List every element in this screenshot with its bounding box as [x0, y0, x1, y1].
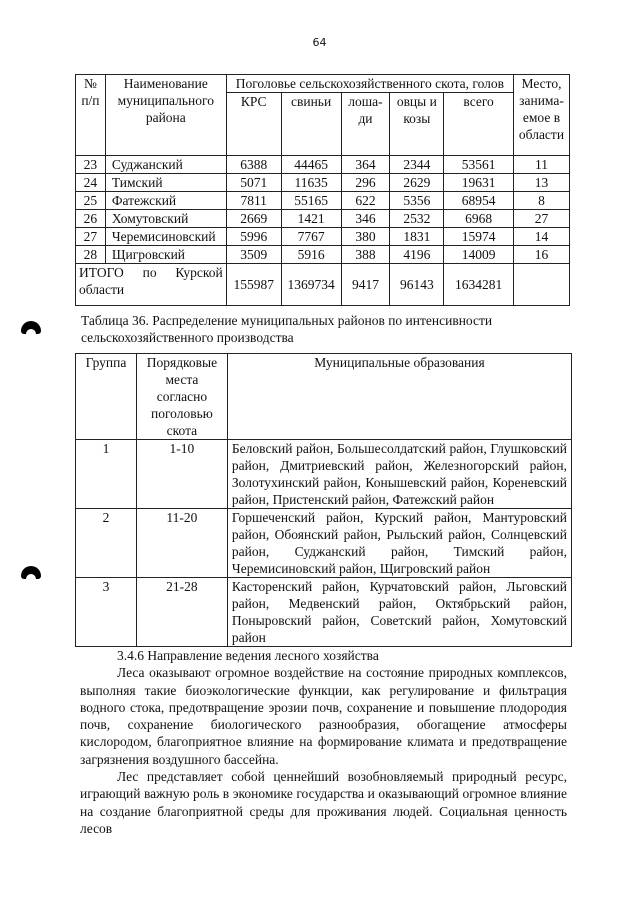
cell-horses: 622: [341, 192, 390, 210]
cell-sheep: 1831: [390, 228, 444, 246]
header-district-name: Наименование муниципального района: [105, 75, 226, 156]
header-num: № п/п: [76, 75, 106, 156]
cell-horses: 388: [341, 246, 390, 264]
cell-name: Черемисиновский: [105, 228, 226, 246]
cell-pigs: 44465: [281, 156, 341, 174]
header-total: всего: [444, 93, 514, 156]
cell-group: 1: [76, 440, 137, 509]
cell-pigs: 55165: [281, 192, 341, 210]
cell-pigs: 5916: [281, 246, 341, 264]
total-row: [76, 264, 570, 306]
total-horses: 9417: [341, 264, 390, 306]
cell-total: 15974: [444, 228, 514, 246]
section-heading: 3.4.6 Направление ведения лесного хозяйства: [117, 648, 379, 663]
page-number: 64: [312, 36, 327, 49]
cell-sheep: 2344: [390, 156, 444, 174]
header-municipalities: Муниципальные образования: [227, 354, 571, 440]
cell-total: 6968: [444, 210, 514, 228]
cell-pigs: 7767: [281, 228, 341, 246]
cell-total: 53561: [444, 156, 514, 174]
cell-municipalities: Беловский район, Большесолдатский район, Глушковский район, Дмитриевский район, Железногорский район, Золотухинский район, Конышевский район, Кореневский район, Пристенский район, Фатежский район: [227, 440, 571, 509]
cell-rank: 27: [514, 210, 570, 228]
cell-name: Суджанский: [105, 156, 226, 174]
cell-total: 68954: [444, 192, 514, 210]
cell-municipalities: Горшеченский район, Курский район, Мантуровский район, Обоянский район, Рыльский район, Солнцевский район, Суджанский район, Тимский район, Черемисиновский район, Щигровский район: [227, 509, 571, 578]
cell-total: 14009: [444, 246, 514, 264]
cell-krs: 6388: [226, 156, 281, 174]
cell-name: Хомутовский: [105, 210, 226, 228]
total-all: 1634281: [444, 264, 514, 306]
cell-krs: 5996: [226, 228, 281, 246]
cell-name: Тимский: [105, 174, 226, 192]
cell-horses: 364: [341, 156, 390, 174]
cell-name: Фатежский: [105, 192, 226, 210]
groups-table: [75, 353, 572, 647]
cell-krs: 5071: [226, 174, 281, 192]
cell-sheep: 5356: [390, 192, 444, 210]
cell-name: Щигровский: [105, 246, 226, 264]
cell-num: 25: [76, 192, 106, 210]
table-row: [76, 210, 570, 228]
cell-rank: 13: [514, 174, 570, 192]
table-row: [76, 228, 570, 246]
cell-num: 27: [76, 228, 106, 246]
cell-group: 2: [76, 509, 137, 578]
table-row: [76, 578, 572, 647]
total-label: ИТОГО по Курской области: [76, 264, 227, 306]
cell-total: 19631: [444, 174, 514, 192]
cell-horses: 346: [341, 210, 390, 228]
header-krs: КРС: [226, 93, 281, 156]
header-rank: Место, занима-емое в области: [514, 75, 570, 156]
cell-num: 24: [76, 174, 106, 192]
livestock-table: [75, 74, 570, 306]
cell-sheep: 2532: [390, 210, 444, 228]
table-row: [76, 440, 572, 509]
paragraph: Лес представляет собой ценнейший возобновляемый природный ресурс, играющий важную роль в экономике государства и оказывающий огромное влияние на создание благоприятной среды для проживания людей. Социальная ценность лесов: [80, 769, 567, 836]
cell-rank: 11: [514, 156, 570, 174]
header-places: Порядковые места согласно поголовью скота: [136, 354, 227, 440]
cell-horses: 380: [341, 228, 390, 246]
forestry-section: [80, 647, 567, 837]
cell-places: 1-10: [136, 440, 227, 509]
header-horses: лоша-ди: [341, 93, 390, 156]
header-pigs: свиньи: [281, 93, 341, 156]
cell-group: 3: [76, 578, 137, 647]
cell-num: 28: [76, 246, 106, 264]
scan-hole-punch-mark: [21, 321, 41, 334]
scan-hole-punch-mark: [21, 566, 41, 579]
header-group: Группа: [76, 354, 137, 440]
total-krs: 155987: [226, 264, 281, 306]
total-sheep: 96143: [390, 264, 444, 306]
cell-rank: 16: [514, 246, 570, 264]
cell-sheep: 2629: [390, 174, 444, 192]
cell-rank: 14: [514, 228, 570, 246]
cell-krs: 3509: [226, 246, 281, 264]
table-row: [76, 509, 572, 578]
table-row: [76, 192, 570, 210]
cell-rank: 8: [514, 192, 570, 210]
table-row: [76, 174, 570, 192]
cell-krs: 7811: [226, 192, 281, 210]
table-row: [76, 246, 570, 264]
paragraph: Леса оказывают огромное воздействие на состояние природных комплексов, выполняя такие биоэкологические функции, как регулирование и фильтрация водного стока, предотвращение эрозии почв, сохранение и повышение плодородия почв, сохранение биологического разнообразия, обогащение атмосферы кислородом, благоприятное влияние на формирование климата и предотвращение загрязнения воздушного бассейна.: [80, 665, 567, 767]
table-row: [76, 156, 570, 174]
cell-places: 21-28: [136, 578, 227, 647]
cell-num: 26: [76, 210, 106, 228]
cell-sheep: 4196: [390, 246, 444, 264]
total-rank: [514, 264, 570, 306]
cell-pigs: 1421: [281, 210, 341, 228]
cell-krs: 2669: [226, 210, 281, 228]
cell-pigs: 11635: [281, 174, 341, 192]
total-pigs: 1369734: [281, 264, 341, 306]
cell-num: 23: [76, 156, 106, 174]
header-livestock-group: Поголовье сельскохозяйственного скота, голов: [226, 75, 513, 93]
table-caption: Таблица 36. Распределение муниципальных районов по интенсивности сельскохозяйственного производства: [81, 313, 493, 345]
header-sheep-goats: овцы и козы: [390, 93, 444, 156]
cell-horses: 296: [341, 174, 390, 192]
cell-places: 11-20: [136, 509, 227, 578]
cell-municipalities: Касторенский район, Курчатовский район, Льговский район, Медвенский район, Октябрьский район, Поныровский район, Советский район, Хомутовский район: [227, 578, 571, 647]
